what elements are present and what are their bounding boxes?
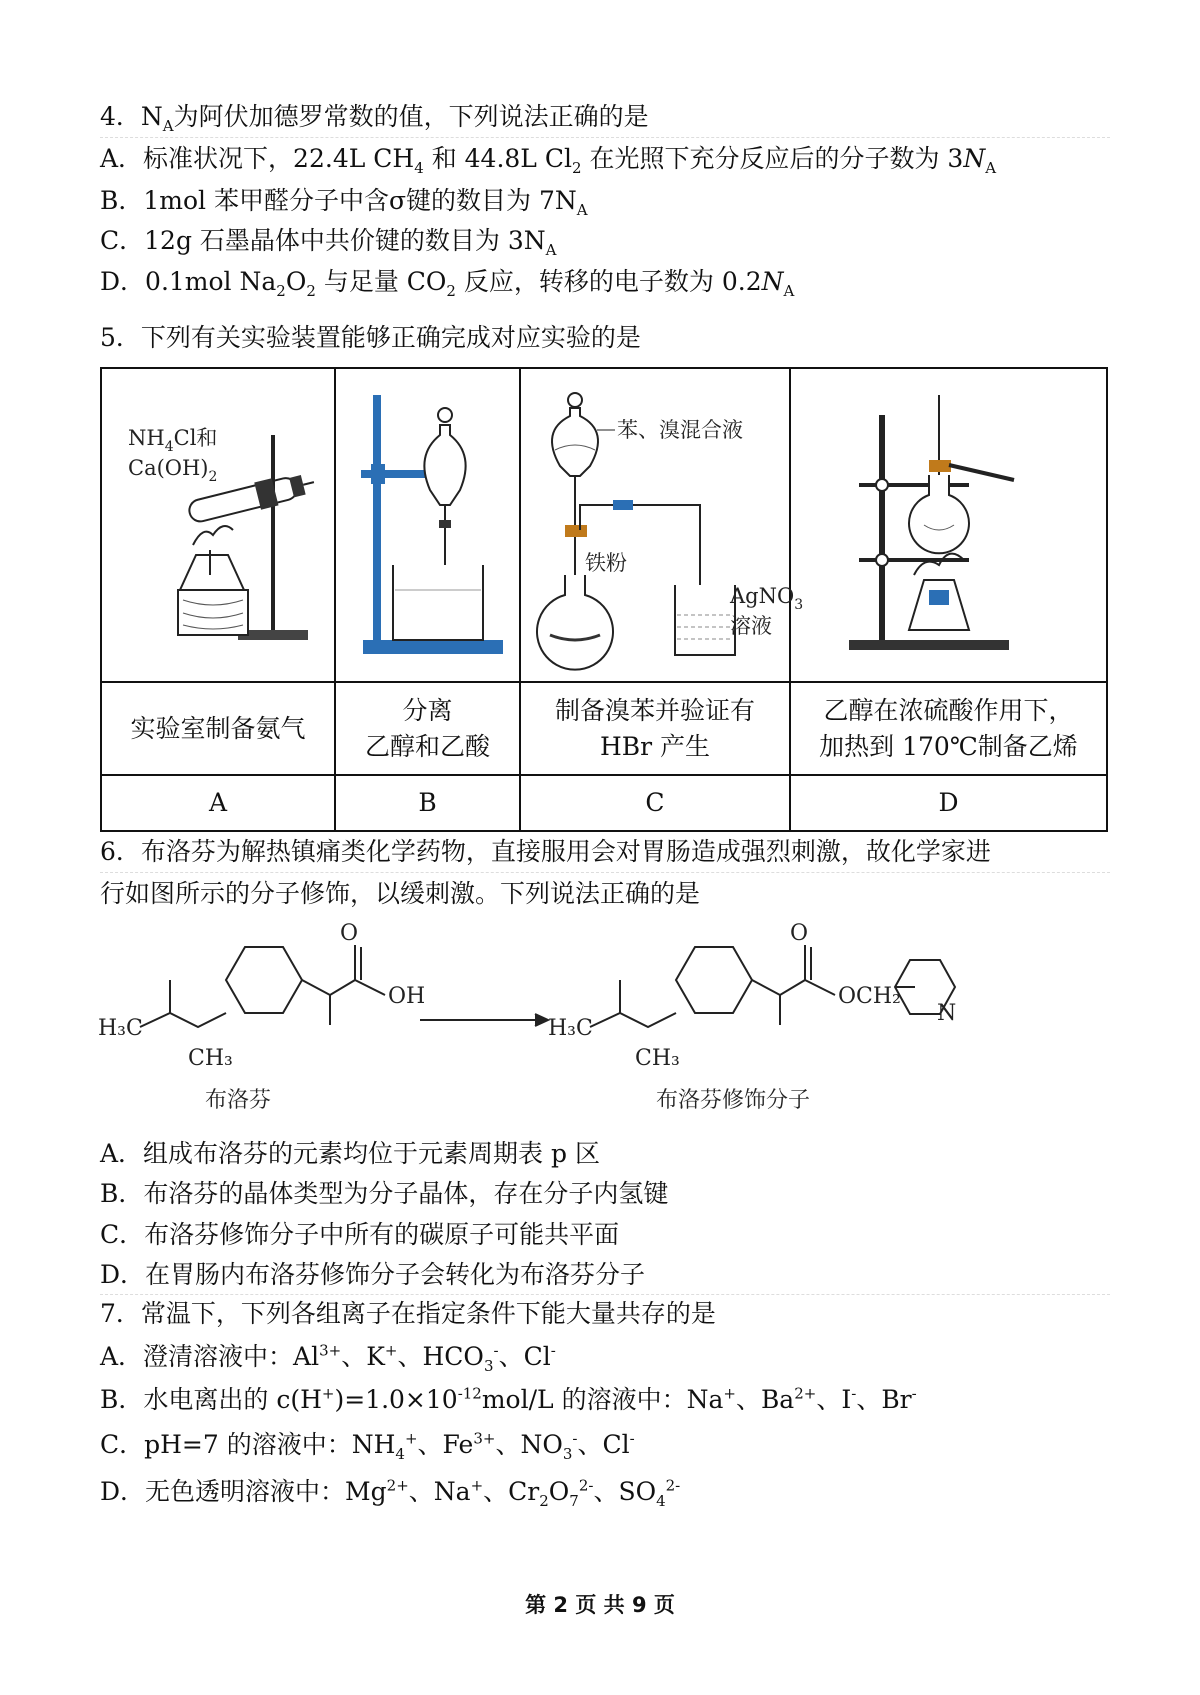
q7-stem: 7．常温下，下列各组离子在指定条件下能大量共存的是 — [100, 1299, 716, 1328]
divider — [100, 1294, 1110, 1295]
apparatus-c-cell — [520, 368, 804, 682]
svg-text:O: O — [340, 921, 359, 946]
svg-text:H₃C: H₃C — [548, 1016, 593, 1041]
q6-stem-line2: 行如图所示的分子修饰，以缓刺激。下列说法正确的是 — [100, 879, 701, 908]
q6-stem-line1: 6．布洛芬为解热镇痛类化学药物，直接服用会对胃肠造成强烈刺激，故化学家进 — [100, 837, 991, 866]
svg-text:Ca(OH)2: $Ca(OH)_2$ — [128, 456, 218, 485]
apparatus-b-cell — [335, 368, 520, 682]
svg-text:H₃C: H₃C — [98, 1016, 143, 1041]
q7-option-d: D．无色透明溶液中：$Mg^{2+}$、Na+、$Cr_2O_7^{2-}$、$SO_4^{2-}$ — [100, 1476, 681, 1510]
separatory-funnel-diagram — [343, 375, 513, 675]
ibuprofen-structure-diagram — [90, 915, 960, 1120]
svg-text:N: N — [937, 1001, 957, 1026]
q4-option-a: A．标准状况下，22.4L $CH_4$ 和 44.8L $Cl_2$ 在光照下充分反应后的分子数为 $3N_A$ — [100, 144, 997, 177]
desc-b: 分离 乙醇和乙酸 — [335, 682, 520, 775]
q4-stem: 4．$N_A$为阿伏加德罗常数的值，下列说法正确的是 — [100, 102, 649, 135]
q4-option-c: C．12g 石墨晶体中共价键的数目为 $3N_A$ — [100, 226, 557, 259]
q7-option-c: C．pH=7 的溶液中：$NH_4^+$、$Fe^{3+}$、$NO_3^-$、Cl- — [100, 1429, 635, 1463]
svg-text:AgNO3: AgNO$_3$ — [730, 584, 804, 613]
ethylene-apparatus-diagram — [829, 375, 1069, 675]
divider — [100, 872, 1110, 873]
letter-a: A — [101, 775, 335, 831]
bromobenzene-apparatus-diagram — [525, 375, 804, 675]
q6-option-b: B．布洛芬的晶体类型为分子晶体，存在分子内氢键 — [100, 1179, 669, 1208]
letter-c: C — [520, 775, 790, 831]
divider — [100, 137, 1110, 138]
svg-text:CH₃: CH₃ — [635, 1046, 680, 1071]
svg-text:苯、溴混合液: 苯、溴混合液 — [617, 418, 743, 442]
apparatus-a-cell — [101, 368, 335, 682]
experiment-table — [100, 367, 1108, 832]
apparatus-d-cell — [790, 368, 1107, 682]
q6-option-c: C．布洛芬修饰分子中所有的碳原子可能共平面 — [100, 1220, 620, 1249]
desc-c: 制备溴苯并验证有 HBr 产生 — [520, 682, 790, 775]
q6-option-d: D．在胃肠内布洛芬修饰分子会转化为布洛芬分子 — [100, 1260, 646, 1289]
svg-text:OCH₂: OCH₂ — [838, 984, 901, 1009]
ammonia-apparatus-diagram — [118, 375, 318, 675]
desc-a: 实验室制备氨气 — [101, 682, 335, 775]
q7-option-a: A．澄清溶液中：$Al^{3+}$、K+、$HCO_3^-$、Cl- — [100, 1341, 556, 1375]
q6-option-a: A．组成布洛芬的元素均位于元素周期表 p 区 — [100, 1139, 600, 1168]
letter-d: D — [790, 775, 1107, 831]
letter-b: B — [335, 775, 520, 831]
svg-text:铁粉: 铁粉 — [585, 551, 627, 575]
q5-stem: 5．下列有关实验装置能够正确完成对应实验的是 — [100, 323, 641, 352]
desc-d: 乙醇在浓硫酸作用下， 加热到 170℃制备乙烯 — [790, 682, 1107, 775]
svg-text:布洛芬: 布洛芬 — [205, 1088, 272, 1113]
q4-option-b: B．1mol 苯甲醛分子中含σ键的数目为 $7N_A$ — [100, 186, 588, 219]
svg-text:溶液: 溶液 — [730, 614, 772, 638]
svg-text:CH₃: CH₃ — [188, 1046, 233, 1071]
reagent-label: $NH_4Cl$和 — [128, 426, 218, 455]
q7-option-b: B．水电离出的 $c(H^+)=1.0\times 10^{-12}mol/L$ 的溶液中：Na+、$Ba^{2+}$、I-、Br- — [100, 1384, 917, 1414]
svg-text:布洛芬修饰分子: 布洛芬修饰分子 — [656, 1088, 811, 1113]
svg-text:O: O — [790, 921, 809, 946]
svg-text:OH: OH — [388, 984, 426, 1009]
page-footer: 第 2 页 共 9 页 — [525, 1593, 675, 1617]
q4-option-d: D．0.1mol $Na_2O_2$ 与足量 $CO_2$ 反应，转移的电子数为 $0.2N_A$ — [100, 267, 795, 300]
